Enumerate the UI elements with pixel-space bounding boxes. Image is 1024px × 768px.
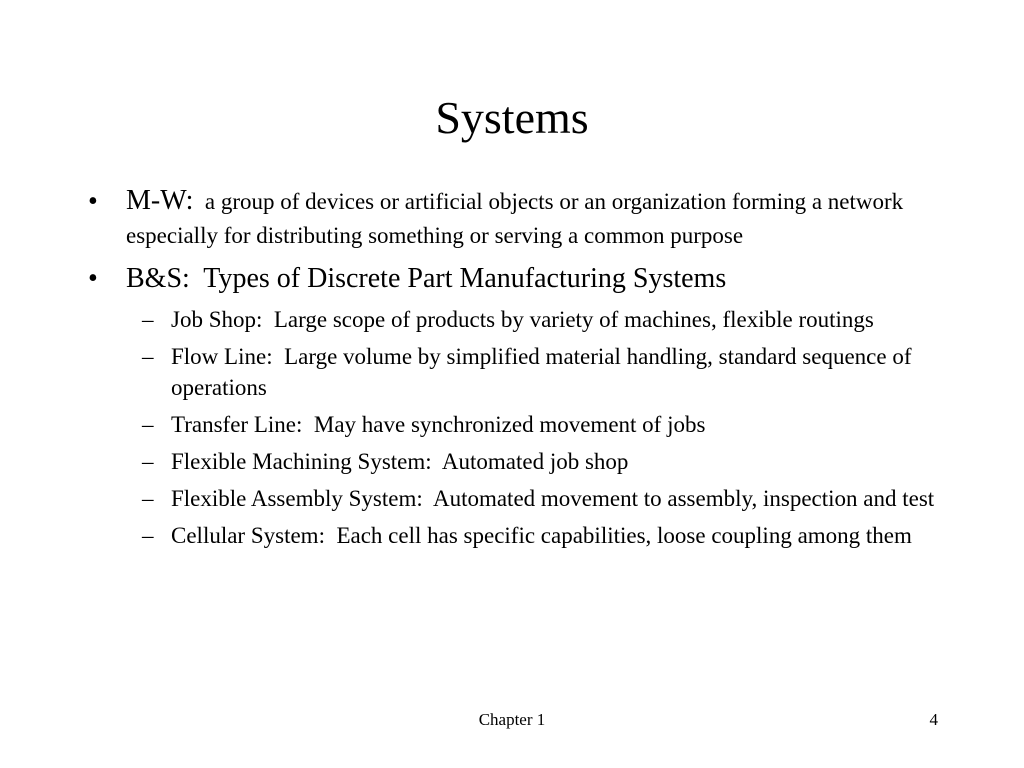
sub-bullet-item (84, 483, 954, 514)
sub-bullet-text: Flexible Assembly System: Automated movement to assembly, inspection and test (171, 486, 935, 511)
sub-bullet-marker: – (142, 412, 154, 437)
slide-content (84, 185, 954, 557)
sub-bullet-marker: – (142, 449, 154, 474)
bullet-text-block (126, 185, 954, 254)
bullet-marker: • (88, 186, 98, 217)
sub-bullet-text: Cellular System: Each cell has specific capabilities, loose coupling among them (171, 523, 912, 548)
sub-bullet-text: Flow Line: Large volume by simplified material handling, standard sequence of operations (171, 344, 918, 400)
sub-bullet-marker: – (142, 344, 154, 369)
sub-bullet-text: Flexible Machining System: Automated job shop (171, 449, 629, 474)
bullet-definition: a group of devices or artificial objects or an organization forming a network especially for distributing something or serving a common purpose (126, 189, 904, 248)
bullet-marker: • (88, 263, 98, 294)
slide-title: Systems (435, 92, 589, 143)
footer-chapter-label: Chapter 1 (478, 710, 546, 729)
sub-bullet-item (84, 304, 954, 335)
footer-page-number: 4 (929, 710, 938, 729)
sub-bullet-marker: – (142, 523, 154, 548)
sub-bullet-marker: – (142, 486, 154, 511)
sub-bullet-text: Transfer Line: May have synchronized movement of jobs (171, 412, 706, 437)
bullet-item (84, 262, 954, 296)
sub-bullet-item (84, 520, 954, 551)
bullet-lead: B&S: Types of Discrete Part Manufacturing Systems (126, 263, 727, 294)
sub-bullet-marker: – (142, 307, 154, 332)
sub-bullet-text: Job Shop: Large scope of products by variety of machines, flexible routings (171, 307, 874, 332)
bullet-lead: M-W: (126, 185, 194, 216)
sub-bullet-item (84, 409, 954, 440)
sub-bullet-item (84, 341, 954, 403)
bullet-text-block (126, 262, 954, 296)
sub-bullet-list (84, 304, 954, 551)
bullet-item (84, 185, 954, 254)
sub-bullet-item (84, 446, 954, 477)
